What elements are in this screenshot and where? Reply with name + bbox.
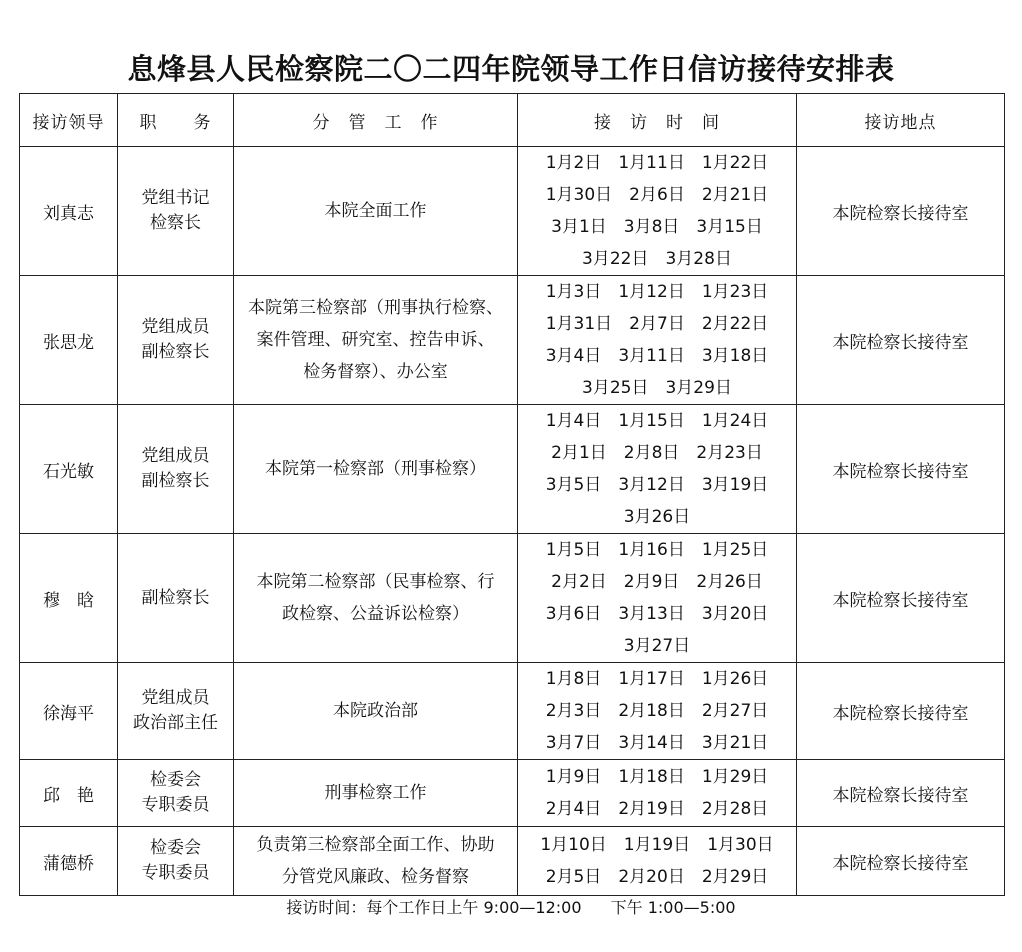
afternoon-hours: 下午 1:00—5:00 xyxy=(610,898,736,917)
date-line: 3月7日 3月14日 3月21日 xyxy=(545,733,769,753)
duty-line: 党组成员 xyxy=(141,688,210,708)
reception-place: 本院检察长接待室 xyxy=(797,534,1005,663)
work-line: 本院第一检察部（刑事检察） xyxy=(265,459,486,479)
assigned-work xyxy=(234,827,518,896)
duty-line: 检委会 xyxy=(150,770,201,790)
work-line: 本院第三检察部（刑事执行检察、 xyxy=(248,298,503,318)
duty-line: 检察长 xyxy=(150,213,201,233)
header-work: 分 管 工 作 xyxy=(234,94,518,147)
leader-name: 徐海平 xyxy=(20,663,118,760)
duty-line: 专职委员 xyxy=(141,863,210,883)
assigned-work xyxy=(234,663,518,760)
leader-name: 石光敏 xyxy=(20,405,118,534)
duty-line: 副检察长 xyxy=(141,471,210,491)
date-line: 1月10日 1月19日 1月30日 xyxy=(540,835,774,855)
leader-duty xyxy=(118,760,234,827)
leader-name: 刘真志 xyxy=(20,147,118,276)
table-row xyxy=(20,147,1005,276)
reception-place: 本院检察长接待室 xyxy=(797,405,1005,534)
header-time: 接 访 时 间 xyxy=(518,94,797,147)
leader-name: 穆 晗 xyxy=(20,534,118,663)
date-line: 1月30日 2月6日 2月21日 xyxy=(545,185,769,205)
header-duty: 职 务 xyxy=(118,94,234,147)
leader-name: 张思龙 xyxy=(20,276,118,405)
table-row xyxy=(20,827,1005,896)
work-line: 本院全面工作 xyxy=(324,201,427,221)
date-line: 3月27日 xyxy=(623,636,691,656)
work-line: 政检察、公益诉讼检察） xyxy=(282,604,469,624)
assigned-work xyxy=(234,405,518,534)
date-line: 1月4日 1月15日 1月24日 xyxy=(545,411,769,431)
date-line: 3月6日 3月13日 3月20日 xyxy=(545,604,769,624)
page-title: 息烽县人民检察院二〇二四年院领导工作日信访接待安排表 xyxy=(127,52,895,86)
table-row xyxy=(20,405,1005,534)
date-line: 2月4日 2月19日 2月28日 xyxy=(545,799,769,819)
table-row xyxy=(20,663,1005,760)
table-header-row xyxy=(20,94,1005,147)
date-line: 3月1日 3月8日 3月15日 xyxy=(551,217,763,237)
work-line: 案件管理、研究室、控告申诉、 xyxy=(256,330,495,350)
date-line: 3月5日 3月12日 3月19日 xyxy=(545,475,769,495)
date-line: 3月4日 3月11日 3月18日 xyxy=(545,346,769,366)
assigned-work xyxy=(234,276,518,405)
date-line: 2月5日 2月20日 2月29日 xyxy=(545,867,769,887)
reception-place: 本院检察长接待室 xyxy=(797,827,1005,896)
work-line: 本院第二检察部（民事检察、行 xyxy=(256,572,495,592)
work-line: 检务督察）、办公室 xyxy=(303,362,448,382)
morning-hours: 接访时间：每个工作日上午 9:00—12:00 xyxy=(286,898,582,917)
duty-line: 检委会 xyxy=(150,838,201,858)
reception-dates xyxy=(518,276,797,405)
reception-dates xyxy=(518,760,797,827)
date-line: 2月3日 2月18日 2月27日 xyxy=(545,701,769,721)
reception-dates xyxy=(518,147,797,276)
reception-hours-note xyxy=(0,894,1022,922)
leader-name: 蒲德桥 xyxy=(20,827,118,896)
leader-duty xyxy=(118,405,234,534)
work-line: 负责第三检察部全面工作、协助 xyxy=(256,835,495,855)
reception-place: 本院检察长接待室 xyxy=(797,276,1005,405)
reception-dates xyxy=(518,405,797,534)
date-line: 1月5日 1月16日 1月25日 xyxy=(545,540,769,560)
date-line: 1月3日 1月12日 1月23日 xyxy=(545,282,769,302)
leader-duty xyxy=(118,276,234,405)
work-line: 刑事检察工作 xyxy=(324,783,427,803)
schedule-table xyxy=(19,93,1005,896)
date-line: 2月2日 2月9日 2月26日 xyxy=(551,572,763,592)
header-leader: 接访领导 xyxy=(20,94,118,147)
duty-line: 专职委员 xyxy=(141,795,210,815)
date-line: 1月2日 1月11日 1月22日 xyxy=(545,153,769,173)
work-line: 本院政治部 xyxy=(333,701,418,721)
leader-duty xyxy=(118,827,234,896)
reception-place: 本院检察长接待室 xyxy=(797,663,1005,760)
duty-line: 副检察长 xyxy=(141,342,210,362)
date-line: 1月31日 2月7日 2月22日 xyxy=(545,314,769,334)
date-line: 3月26日 xyxy=(623,507,691,527)
table-row xyxy=(20,760,1005,827)
work-line: 分管党风廉政、检务督察 xyxy=(282,867,469,887)
reception-dates xyxy=(518,534,797,663)
date-line: 1月8日 1月17日 1月26日 xyxy=(545,669,769,689)
leader-duty xyxy=(118,663,234,760)
date-line: 1月9日 1月18日 1月29日 xyxy=(545,767,769,787)
duty-line: 党组书记 xyxy=(141,188,210,208)
date-line: 3月22日 3月28日 xyxy=(582,249,732,269)
assigned-work xyxy=(234,147,518,276)
reception-dates xyxy=(518,827,797,896)
reception-dates xyxy=(518,663,797,760)
date-line: 2月1日 2月8日 2月23日 xyxy=(551,443,763,463)
date-line: 3月25日 3月29日 xyxy=(582,378,732,398)
assigned-work xyxy=(234,760,518,827)
reception-place: 本院检察长接待室 xyxy=(797,760,1005,827)
duty-line: 党组成员 xyxy=(141,446,210,466)
leader-name: 邱 艳 xyxy=(20,760,118,827)
table-row xyxy=(20,276,1005,405)
header-place: 接访地点 xyxy=(797,94,1005,147)
leader-duty xyxy=(118,534,234,663)
leader-duty xyxy=(118,147,234,276)
duty-line: 副检察长 xyxy=(141,587,210,608)
duty-line: 政治部主任 xyxy=(133,713,218,733)
duty-line: 党组成员 xyxy=(141,317,210,337)
table-row xyxy=(20,534,1005,663)
assigned-work xyxy=(234,534,518,663)
reception-place: 本院检察长接待室 xyxy=(797,147,1005,276)
